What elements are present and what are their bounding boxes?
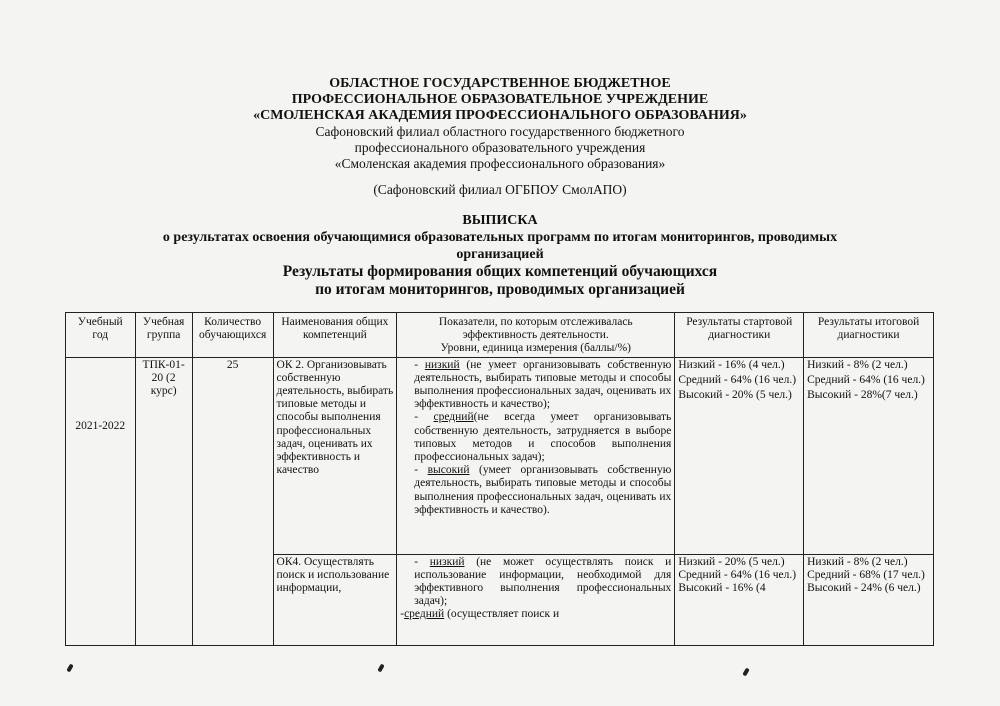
header-line: ОБЛАСТНОЕ ГОСУДАРСТВЕННОЕ БЮДЖЕТНОЕ <box>329 76 671 91</box>
cell-indicators <box>397 554 675 645</box>
cell-indicators <box>397 357 675 554</box>
results-table <box>65 312 934 646</box>
cell-count <box>192 357 273 645</box>
level-low-text: (не умеет организовывать собственную деятельность, выбирать типовые методы и способы выполнения профессиональных задач, оценивать их эффективность и качество); <box>414 358 672 411</box>
header-line: (Сафоновский филиал ОГБПОУ СмолАПО) <box>373 182 627 197</box>
cell-competence: ОК4. Осуществлять поиск и использование информации, <box>273 554 397 645</box>
title-subtitle: о результатах освоения обучающимися образовательных программ по итогам мониторингов, проводимых <box>162 230 838 245</box>
header-count: Количество обучающихся <box>192 313 273 358</box>
cell-start-results <box>675 554 804 645</box>
level-low-text: (не может осуществлять поиск и использование информации, необходимой для эффективного выполнения профессиональных задач); <box>414 555 672 608</box>
result-line: Средний - 68% (17 чел.) <box>807 568 925 581</box>
header-line: профессионального образовательного учреждения <box>354 140 646 155</box>
title-subtitle: организацией <box>456 247 544 262</box>
result-line: Низкий - 20% (5 чел.) <box>678 555 785 568</box>
result-line: Низкий - 8% (2 чел.) <box>807 555 908 568</box>
indicator-mid: - средний(не всегда умеет организовывать собственную деятельность, затрудняется в выборе типовых методов и способов выполнения профессиональных задач); <box>414 411 672 464</box>
cell-year <box>66 357 136 645</box>
scan-mark <box>377 664 384 673</box>
header-group: Учебная группа <box>135 313 192 358</box>
level-low-label: низкий <box>429 555 465 568</box>
table-header-row <box>66 313 934 358</box>
scan-mark <box>742 668 749 677</box>
indicator-mid: -средний (осуществляет поиск и <box>400 608 560 621</box>
count-value: 25 <box>226 358 239 371</box>
cell-group <box>135 357 192 645</box>
level-mid-text: (не всегда умеет организовывать собственную деятельность, затрудняется в выборе типовых методов и способов выполнения профессиональных задач); <box>414 411 672 464</box>
result-line: Высокий - 20% (5 чел.) <box>678 389 792 402</box>
result-line: Средний - 64% (16 чел.) <box>678 373 797 386</box>
cell-final-results <box>804 554 934 645</box>
level-high-label: высокий <box>427 464 470 477</box>
result-line: Средний - 64% (16 чел.) <box>678 568 797 581</box>
title-main: ВЫПИСКА <box>462 213 538 228</box>
indicator-high: - высокий (умеет организовывать собственную деятельность, выбирать типовые методы и способы выполнения профессиональных задач, оценивать их эффективность и качество). <box>414 464 672 516</box>
result-line: Высокий - 24% (6 чел.) <box>807 582 921 595</box>
header-year: Учебный год <box>66 313 136 358</box>
level-mid-label: средний <box>404 608 445 621</box>
section-heading: по итогам мониторингов, проводимых организацией <box>315 281 685 298</box>
section-heading: Результаты формирования общих компетенций обучающихся <box>282 263 718 280</box>
cell-final-results <box>804 357 934 554</box>
header-final: Результаты итоговой диагностики <box>804 313 934 358</box>
institution-header <box>0 76 1000 198</box>
level-low-label: низкий <box>424 358 460 371</box>
table-row <box>66 357 934 554</box>
result-line: Высокий - 16% (4 <box>678 582 766 595</box>
group-value: ТПК-01-20 (2 курс) <box>142 358 185 398</box>
result-line: Низкий - 8% (2 чел.) <box>807 358 908 371</box>
indicator-low: - низкий (не может осуществлять поиск и использование информации, необходимой для эффективного выполнения профессиональных задач); <box>414 555 672 608</box>
level-high-text: (умеет организовывать собственную деятельность, выбирать типовые методы и способы выполнения профессиональных задач, оценивать их эффективность и качество). <box>414 464 672 516</box>
result-line: Высокий - 28%(7 чел.) <box>807 389 918 402</box>
header-indicators-line: Уровни, единица измерения (баллы/%) <box>440 342 631 355</box>
header-competence: Наименования общих компетенций <box>273 313 397 358</box>
cell-start-results <box>675 357 804 554</box>
scan-mark <box>66 664 73 673</box>
header-line: «СМОЛЕНСКАЯ АКАДЕМИЯ ПРОФЕССИОНАЛЬНОГО ОБРАЗОВАНИЯ» <box>253 108 747 123</box>
level-mid-text: (осуществляет поиск и <box>444 608 560 621</box>
header-indicators <box>397 313 675 358</box>
year-value: 2021-2022 <box>75 420 126 432</box>
cell-competence: ОК 2. Организовывать собственную деятельность, выбирать типовые методы и способы выполнения профессиональных задач, оценивать их эффективность и качество <box>273 357 397 554</box>
result-line: Низкий - 16% (4 чел.) <box>678 358 785 371</box>
result-line: Средний - 64% (16 чел.) <box>807 373 925 386</box>
document-title <box>0 212 1000 299</box>
header-line: «Смоленская академия профессионального образования» <box>334 156 666 171</box>
level-mid-label: средний <box>433 411 474 424</box>
header-start: Результаты стартовой диагностики <box>675 313 804 358</box>
header-indicators-line: Показатели, по которым отслеживалась эффективность деятельности. <box>438 316 633 342</box>
header-line: ПРОФЕССИОНАЛЬНОЕ ОБРАЗОВАТЕЛЬНОЕ УЧРЕЖДЕНИЕ <box>291 92 709 107</box>
header-line: Сафоновский филиал областного государственного бюджетного <box>315 124 685 139</box>
indicator-low: - низкий (не умеет организовывать собственную деятельность, выбирать типовые методы и способы выполнения профессиональных задач, оценивать их эффективность и качество); <box>414 358 672 411</box>
